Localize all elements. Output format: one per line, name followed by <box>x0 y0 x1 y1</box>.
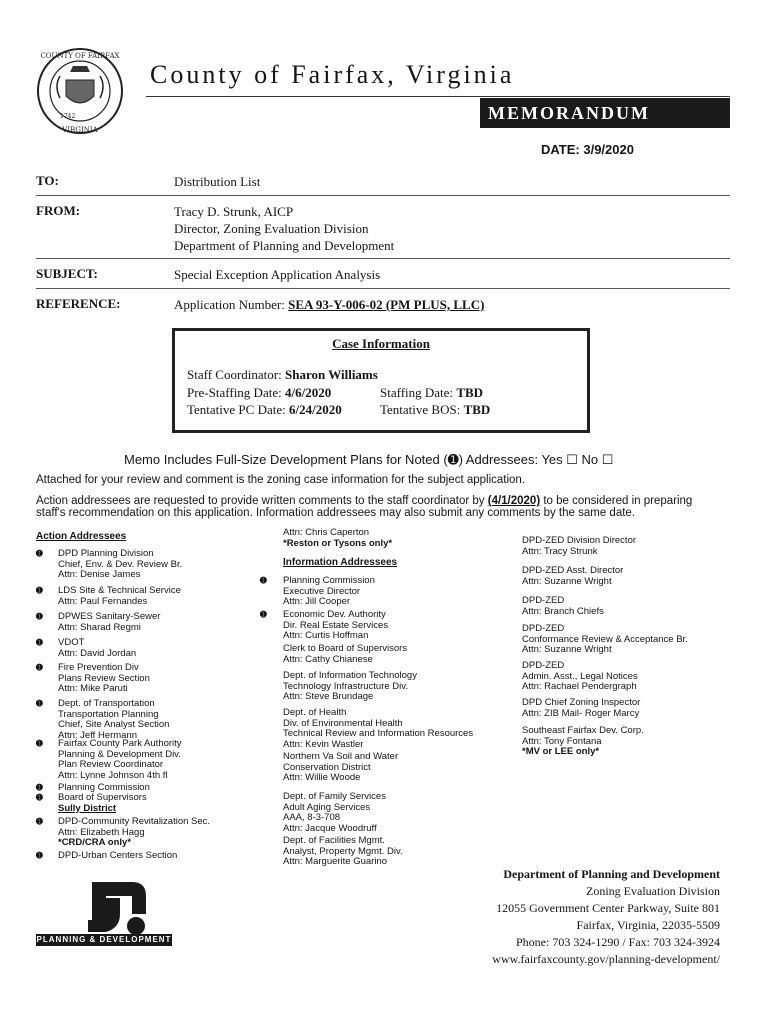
county-seal-logo <box>30 46 130 136</box>
from-line: Tracy D. Strunk, AICP <box>174 204 294 219</box>
from-line: Department of Planning and Development <box>174 238 395 253</box>
list-item <box>36 699 169 741</box>
action-text-a: Action addressees are requested to provide written comments to the staff coordinator by <box>36 495 488 507</box>
item-line: Clerk to Board of Supervisors <box>283 643 408 654</box>
item-line: DPD Chief Zoning Inspector <box>522 697 641 708</box>
bullet-icon: ➊ <box>36 851 43 860</box>
item-line: Executive Director <box>283 585 361 597</box>
item-line: Attn: Cathy Chianese <box>283 653 373 665</box>
item-line: Attn: Jeff Hermann <box>58 729 138 741</box>
subject-value: Special Exception Application Analysis <box>174 267 381 282</box>
list-item <box>522 596 604 617</box>
action-text-b: to be considered in preparing <box>540 495 693 507</box>
item-line: Div. of Environmental Health <box>283 717 403 729</box>
attached-text: Attached for your review and comment is the zoning case information for the subject application. <box>36 474 526 486</box>
list-item <box>260 708 473 750</box>
item-line: VDOT <box>58 637 85 648</box>
seal-year: 1742 <box>60 113 76 120</box>
item-line: Chief, Site Analyst Section <box>58 719 170 730</box>
item-line: Planning & Development Div. <box>58 748 181 760</box>
item-line: Attn: Suzanne Wright <box>522 575 612 587</box>
item-line: Dept. of Health <box>283 707 347 718</box>
item-line: DPD-ZED Asst. Director <box>522 565 624 576</box>
item-line: DPD-Urban Centers Section <box>58 850 178 861</box>
item-line: Attn: Curtis Hoffman <box>283 630 369 641</box>
staffing-date <box>380 385 483 401</box>
item-line: Fairfax County Park Authority <box>58 738 182 749</box>
from-label: FROM: <box>36 203 81 218</box>
item-line: Plans Review Section <box>58 672 150 684</box>
item-line: Conservation District <box>283 761 371 773</box>
list-item <box>36 638 136 659</box>
coordinator-name: Sharon Williams <box>284 367 378 382</box>
footer-division: Zoning Evaluation Division <box>586 884 720 898</box>
to-label: TO: <box>36 173 59 188</box>
bullet-icon: ➊ <box>36 739 43 748</box>
item-line: DPWES Sanitary-Sewer <box>58 611 161 622</box>
item-line: Analyst, Property Mgmt. Div. <box>283 845 403 857</box>
to-value: Distribution List <box>174 174 261 189</box>
bullet-icon: ➊ <box>36 793 43 802</box>
item-line: Attn: Branch Chiefs <box>522 605 604 617</box>
bos-value: TBD <box>463 402 491 417</box>
item-line: Attn: Rachael Pendergraph <box>522 681 637 692</box>
item-line: Attn: Marguerite Guarino <box>283 856 388 867</box>
reference-value <box>174 296 484 313</box>
pc-label: Tentative PC Date: <box>187 402 289 417</box>
list-item <box>260 644 407 665</box>
item-line: Sully District <box>58 802 117 814</box>
footer-address2: Fairfax, Virginia, 22035-5509 <box>576 918 720 932</box>
list-item <box>36 793 147 814</box>
footer-phone: Phone: 703 324-1290 / Fax: 703 324-3924 <box>516 935 720 949</box>
bullet-icon: ➊ <box>36 638 43 647</box>
item-line: Adult Aging Services <box>283 801 371 813</box>
action-date: (4/1/2020) <box>487 495 541 507</box>
item-line: Attn: Denise James <box>58 569 141 580</box>
item-line: DPD-Community Revitalization Sec. <box>58 816 211 827</box>
item-line: Southeast Fairfax Dev. Corp. <box>522 725 644 736</box>
bullet-icon: ➊ <box>36 549 43 558</box>
item-line: Attn: Tony Fontana <box>522 735 602 747</box>
bullet-icon: ➊ <box>260 576 267 585</box>
item-line: DPD Planning Division <box>58 548 154 559</box>
item-line: Transportation Planning <box>58 708 159 720</box>
item-line: Attn: Willie Woode <box>283 772 361 783</box>
item-line: Dept. of Family Services <box>283 791 386 802</box>
list-item <box>522 566 623 587</box>
item-line: Attn: Sharad Regmi <box>58 621 141 633</box>
footer-web-link[interactable]: www.fairfaxcounty.gov/planning-development/ <box>492 952 720 966</box>
item-line: *Reston or Tysons only* <box>283 537 393 549</box>
item-line: Attn: David Jordan <box>58 647 137 659</box>
item-line: Dir. Real Estate Services <box>283 619 389 631</box>
item-line: Attn: Jill Cooper <box>283 596 351 607</box>
logo-banner: PLANNING & DEVELOPMENT <box>36 935 172 944</box>
list-item <box>522 698 640 719</box>
item-line: Planning Commission <box>283 575 375 586</box>
from-value <box>174 203 394 254</box>
item-line: Attn: ZIB Mail- Roger Marcy <box>522 707 640 719</box>
prestaff-value: 4/6/2020 <box>284 385 332 400</box>
reference-label: REFERENCE: <box>36 296 121 311</box>
list-item <box>36 663 150 695</box>
staff-coordinator <box>187 367 378 383</box>
reference-number: SEA 93-Y-006-02 (PM PLUS, LLC) <box>288 297 485 312</box>
item-line: Northern Va Soil and Water <box>283 751 399 762</box>
list-item <box>260 671 417 703</box>
item-line: Board of Supervisors <box>58 792 147 803</box>
bos-label: Tentative BOS: <box>380 402 464 417</box>
header-rule <box>146 96 730 97</box>
item-line: Attn: Tracy Strunk <box>522 545 598 557</box>
item-line: Technical Review and Information Resources <box>283 728 474 739</box>
item-line: DPD-ZED Division Director <box>522 535 637 546</box>
item-line: DPD-ZED <box>522 595 565 606</box>
list-item <box>522 536 636 557</box>
list-item <box>260 836 403 868</box>
pc-value: 6/24/2020 <box>288 402 342 417</box>
list-item <box>260 792 386 834</box>
reference-prefix: Application Number: <box>174 297 289 312</box>
action-text-line1 <box>36 495 692 507</box>
divider <box>36 195 730 196</box>
list-item <box>36 612 160 633</box>
list-item <box>36 586 181 607</box>
full-size-plans-notice: Memo Includes Full-Size Development Plans for Noted (➊) Addressees: Yes ☐ No ☐ <box>124 452 614 467</box>
action-text-line2: staff's recommendation on this application. Information addressees may also submit any comments by the same date. <box>36 507 636 519</box>
list-item <box>260 576 375 608</box>
item-line: Attn: Mike Paruti <box>58 683 128 694</box>
list-item <box>522 661 638 693</box>
bullet-icon: ➊ <box>36 663 43 672</box>
county-title: County of Fairfax, Virginia <box>150 60 515 89</box>
item-line: Attn: Lynne Johnson 4th fl <box>58 769 168 781</box>
prestaff-label: Pre-Staffing Date: <box>187 385 285 400</box>
item-line: LDS Site & Technical Service <box>58 585 181 596</box>
list-item <box>260 752 398 784</box>
memo-date: DATE: 3/9/2020 <box>541 142 634 157</box>
list-item <box>36 549 182 581</box>
item-line: DPD-ZED <box>522 660 565 671</box>
case-information-box <box>172 328 590 433</box>
subject-label: SUBJECT: <box>36 266 98 281</box>
item-line: Chief, Env. & Dev. Review Br. <box>58 558 183 570</box>
list-item <box>522 726 644 758</box>
list-item <box>36 851 177 862</box>
divider <box>36 288 730 289</box>
department-contact-block <box>470 866 720 968</box>
col2-top-note <box>283 528 392 549</box>
footer-address1: 12055 Government Center Parkway, Suite 801 <box>496 901 720 915</box>
from-line: Director, Zoning Evaluation Division <box>174 221 369 236</box>
prestaffing-date <box>187 385 331 401</box>
action-addressees-heading: Action Addressees <box>36 531 127 542</box>
item-line: DPD-ZED <box>522 623 565 634</box>
list-item <box>522 624 688 656</box>
item-line: Attn: Suzanne Wright <box>522 644 612 655</box>
item-line: Attn: Chris Caperton <box>283 527 370 538</box>
item-line: Attn: Steve Brundage <box>283 691 374 702</box>
item-line: *CRD/CRA only* <box>58 837 132 848</box>
item-line: Fire Prevention Div <box>58 662 139 673</box>
item-line: Attn: Jacque Woodruff <box>283 822 377 834</box>
footer-dept: Department of Planning and Development <box>503 867 720 881</box>
coordinator-label: Staff Coordinator: <box>187 367 285 382</box>
item-line: Attn: Kevin Wastler <box>283 738 364 750</box>
item-line: *MV or LEE only* <box>522 746 600 757</box>
item-line: Economic Dev. Authority <box>283 609 386 620</box>
item-line: Conformance Review & Acceptance Br. <box>522 633 688 645</box>
item-line: Attn: Elizabeth Hagg <box>58 826 145 838</box>
item-line: Technology Infrastructure Div. <box>283 680 408 692</box>
bullet-icon: ➊ <box>36 612 43 621</box>
staff-label: Staffing Date: <box>380 385 457 400</box>
staff-value: TBD <box>456 385 484 400</box>
bullet-icon: ➊ <box>36 699 43 708</box>
bullet-icon: ➊ <box>260 610 267 619</box>
seal-bottom-text: VIRGINIA <box>62 126 98 134</box>
item-line: Dept. of Information Technology <box>283 670 417 681</box>
case-title: Case Information <box>332 336 430 351</box>
list-item <box>36 739 182 781</box>
bullet-icon: ➊ <box>36 586 43 595</box>
item-line: Dept. of Facilities Mgmt. <box>283 835 385 846</box>
memorandum-banner: MEMORANDUM <box>480 98 730 128</box>
list-item <box>36 817 210 849</box>
divider <box>36 258 730 259</box>
item-line: Attn: Paul Fernandes <box>58 595 148 607</box>
bullet-icon: ➊ <box>36 783 43 792</box>
tentative-pc-date <box>187 402 342 418</box>
item-line: Admin. Asst., Legal Notices <box>522 670 638 682</box>
information-addressees-heading: Information Addressees <box>283 557 398 568</box>
item-line: Dept. of Transportation <box>58 698 155 709</box>
list-item <box>260 610 388 642</box>
seal-top-text: COUNTY OF FAIRFAX <box>40 52 120 60</box>
bullet-icon: ➊ <box>36 817 43 826</box>
tentative-bos <box>380 402 490 418</box>
item-line: Plan Review Coordinator <box>58 759 164 770</box>
item-line: Planning Commission <box>58 782 150 793</box>
item-line: AAA, 8-3-708 <box>283 812 341 823</box>
